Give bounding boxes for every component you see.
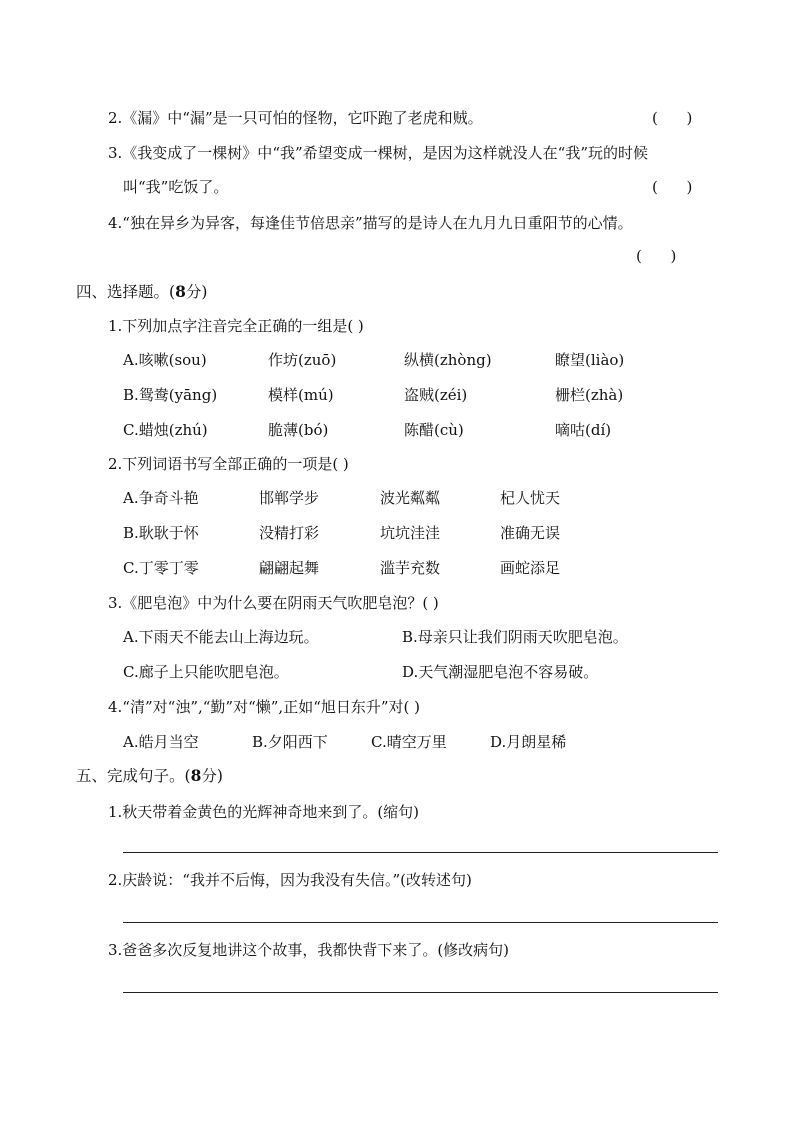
s4-q3-option-b[interactable]: B.母亲只让我们阴雨天吹肥皂泡。 (402, 628, 628, 646)
s5-q3-answer-line[interactable] (123, 992, 718, 993)
section5-score: 8 (190, 766, 202, 785)
s4-q1-option-c3[interactable]: 陈醋(cù) (404, 421, 464, 439)
section4-score: 8 (175, 282, 186, 301)
s4-q2-option-c2[interactable]: 翩翩起舞 (259, 559, 320, 577)
s4-q3-stem: 3.《肥皂泡》中为什么要在阴雨天气吹肥皂泡？( ) (108, 594, 439, 612)
s4-q1-option-c1[interactable]: C.蜡烛(zhú) (123, 421, 208, 439)
s5-q1-answer-line[interactable] (123, 852, 718, 853)
section4-title (76, 282, 207, 302)
s5-q2-prompt: 2.庆龄说：“我并不后悔，因为我没有失信。”(改转述句) (108, 871, 472, 889)
s4-q2-option-b1[interactable]: B.耿耿于怀 (123, 524, 199, 542)
s4-q4-option-d[interactable]: D.月朗星稀 (490, 733, 567, 751)
section5-title-suffix: 分) (201, 767, 223, 785)
s4-q1-option-b1[interactable]: B.鸳鸯(yāng) (123, 386, 218, 404)
judge-q4-text: 4.“独在异乡为异客，每逢佳节倍思亲”描写的是诗人在九月九日重阳节的心情。 (108, 214, 633, 232)
s4-q1-option-a4[interactable]: 瞭望(liào) (555, 351, 625, 369)
s5-q2-answer-line[interactable] (123, 922, 718, 923)
s4-q4-option-a[interactable]: A.皓月当空 (123, 733, 199, 751)
s4-q3-option-c[interactable]: C.廊子上只能吹肥皂泡。 (123, 663, 289, 681)
s4-q2-option-b2[interactable]: 没精打彩 (259, 524, 320, 542)
s5-q3-prompt: 3.爸爸多次反复地讲这个故事，我都快背下来了。(修改病句) (108, 941, 510, 959)
s4-q4-option-c[interactable]: C.晴空万里 (371, 733, 447, 751)
s4-q1-stem: 1.下列加点字注音完全正确的一组是( ) (108, 317, 364, 335)
s4-q1-option-b2[interactable]: 模样(mú) (268, 386, 334, 404)
judge-q3-text-line2: 叫“我”吃饭了。 (123, 178, 229, 196)
s4-q1-option-b3[interactable]: 盗贼(zéi) (404, 386, 468, 404)
s4-q2-option-a1[interactable]: A.争奇斗艳 (123, 489, 199, 507)
s4-q1-option-a3[interactable]: 纵横(zhòng) (404, 351, 492, 369)
judge-q2-text: 2.《漏》中“漏”是一只可怕的怪物，它吓跑了老虎和贼。 (108, 109, 483, 127)
s4-q2-option-c1[interactable]: C.丁零丁零 (123, 559, 199, 577)
s4-q1-option-a1[interactable]: A.咳嗽(sou) (123, 351, 207, 369)
s4-q2-option-a4[interactable]: 杞人忧天 (500, 489, 561, 507)
s4-q3-option-d[interactable]: D.天气潮湿肥皂泡不容易破。 (402, 663, 599, 681)
s4-q2-option-c4[interactable]: 画蛇添足 (500, 559, 561, 577)
judge-q3-answer-paren[interactable]: ( ) (652, 178, 693, 196)
s4-q4-stem: 4.“清”对“浊”,“勤”对“懒”,正如“旭日东升”对( ) (108, 698, 421, 716)
section4-title-prefix: 四、选择题。( (76, 283, 176, 301)
s4-q1-option-c2[interactable]: 脆薄(bó) (268, 421, 329, 439)
s4-q2-option-b3[interactable]: 坑坑洼洼 (380, 524, 441, 542)
judge-q3-text-line1: 3.《我变成了一棵树》中“我”希望变成一棵树，是因为这样就没人在“我”玩的时候 (108, 144, 648, 162)
s4-q2-option-c3[interactable]: 滥芋充数 (380, 559, 441, 577)
s4-q3-option-a[interactable]: A.下雨天不能去山上海边玩。 (123, 628, 319, 646)
s4-q2-option-b4[interactable]: 准确无误 (500, 524, 561, 542)
judge-q4-answer-paren[interactable]: ( ) (636, 247, 677, 265)
s4-q1-option-b4[interactable]: 栅栏(zhà) (555, 386, 624, 404)
section5-title-prefix: 五、完成句子。( (76, 767, 191, 785)
s4-q2-option-a2[interactable]: 邯郸学步 (259, 489, 320, 507)
section4-title-suffix: 分) (185, 283, 208, 301)
s4-q2-option-a3[interactable]: 波光粼粼 (380, 489, 441, 507)
s4-q1-option-c4[interactable]: 嘀咕(dí) (555, 421, 612, 439)
s5-q1-prompt: 1.秋天带着金黄色的光辉神奇地来到了。(缩句) (108, 803, 420, 821)
s4-q2-stem: 2.下列词语书写全部正确的一项是( ) (108, 455, 349, 473)
judge-q2-answer-paren[interactable]: ( ) (652, 109, 693, 127)
section5-title (76, 766, 223, 786)
s4-q4-option-b[interactable]: B.夕阳西下 (252, 733, 328, 751)
s4-q1-option-a2[interactable]: 作坊(zuō) (268, 351, 337, 369)
